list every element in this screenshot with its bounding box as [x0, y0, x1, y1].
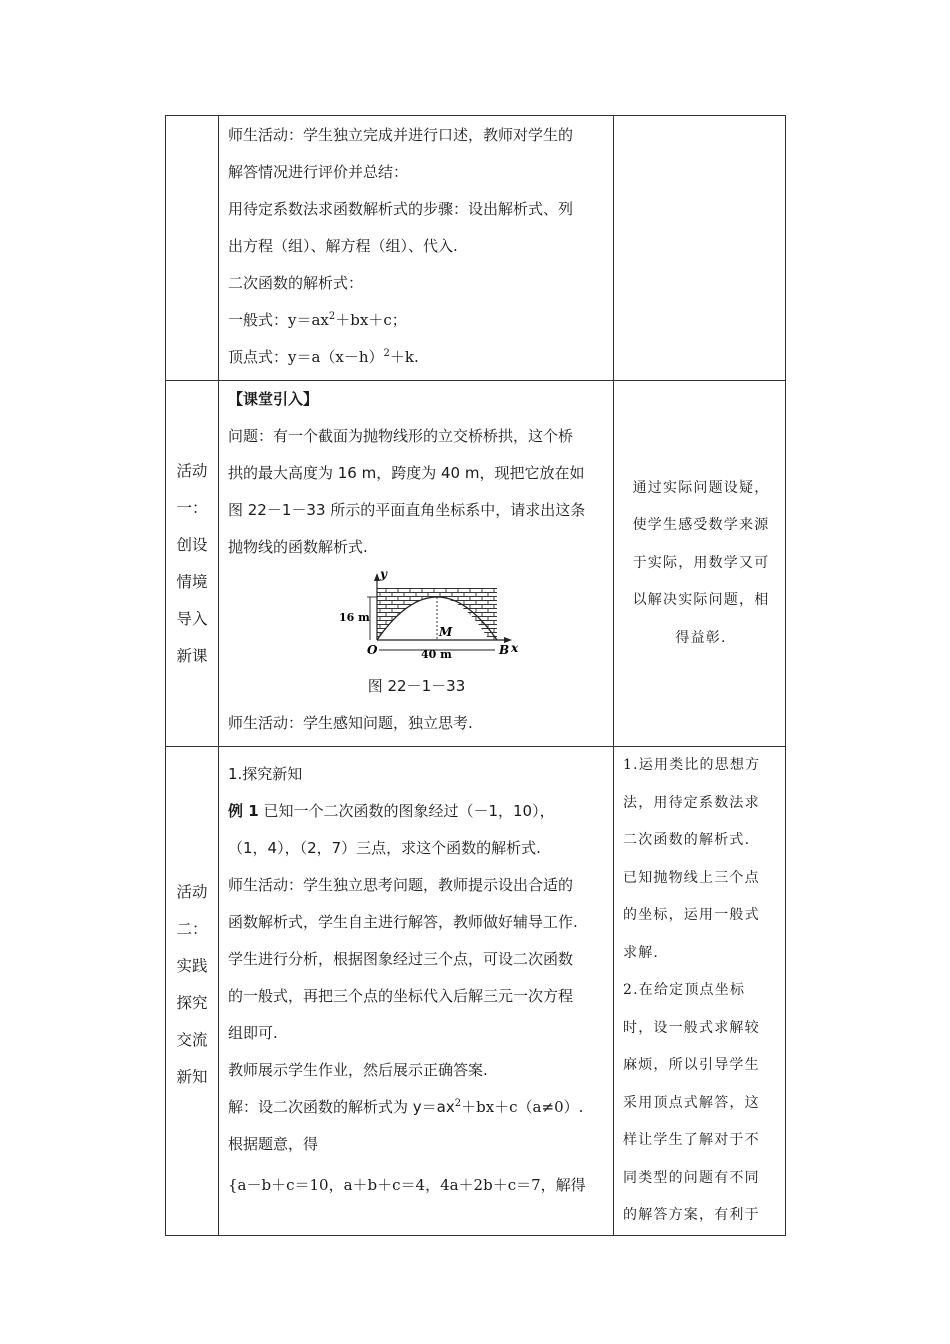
note-line: 已知抛物线上三个点 [623, 869, 760, 886]
origin-label: O [366, 643, 377, 657]
example-line [228, 793, 605, 830]
point-b-label: B [498, 643, 509, 657]
equation-system-line: {a－b＋c＝10，a＋b＋c＝4，4a＋2b＋c＝7，解得 [228, 1176, 586, 1194]
note-line: 1.运用类比的思想方 [623, 757, 761, 773]
activity-line: 学生进行分析，根据图象经过三个点，可设二次函数 [228, 950, 574, 968]
activity-line: 师生活动：学生独立思考问题，教师提示设出合适的 [228, 876, 574, 894]
figure-caption: 图 22－1－33 [367, 677, 466, 695]
x-axis-label: x [510, 641, 518, 655]
point-m-label: M [438, 625, 452, 639]
activity-one-content-cell [219, 381, 614, 747]
example-line: （1，4），（2，7）三点，求这个函数的解析式. [228, 839, 541, 857]
lesson-plan-table [165, 115, 786, 1236]
activity-one-label: 活动一：创设情境导入新课 [176, 461, 208, 665]
note-line: 的解答方案，有利于 [623, 1207, 760, 1223]
note-line: 2.在给定顶点坐标 [623, 982, 746, 998]
note-line: 法，用待定系数法求 [623, 794, 760, 811]
note-line: 时，设一般式求解较 [623, 1019, 760, 1036]
note-line: 得益彰. [675, 629, 727, 646]
height-label: 16 m [338, 611, 370, 624]
activity-line: 教师展示学生作业，然后展示正确答案. [228, 1061, 488, 1079]
activity-two-content-cell [219, 747, 614, 1236]
activity-one-note-cell [614, 381, 786, 747]
general-form-suffix: ＋bx＋c； [335, 311, 407, 329]
note-line: 麻烦，所以引导学生 [623, 1057, 760, 1073]
vertex-form-suffix: ＋k. [389, 348, 419, 366]
example-label: 例 1 [228, 802, 259, 820]
general-form-prefix: 一般式：y＝ax [228, 311, 329, 329]
general-form-exponent: 2 [328, 311, 336, 322]
table-row-summary [166, 116, 786, 381]
vertex-form-line [228, 339, 605, 376]
vertex-form-prefix: 顶点式：y＝a（x－h） [228, 348, 384, 366]
section-heading: 【课堂引入】 [228, 390, 319, 408]
summary-line: 用待定系数法求函数解析式的步骤：设出解析式、列 [228, 200, 574, 218]
note-line: 同类型的问题有不同 [623, 1169, 760, 1186]
note-line: 求解. [623, 944, 660, 961]
vertex-form-exponent: 2 [383, 348, 390, 359]
summary-line: 出方程（组）、解方程（组）、代入. [228, 237, 458, 255]
note-cell-empty [614, 116, 786, 381]
summary-content-cell [219, 116, 614, 381]
activity-two-note-cell [614, 747, 786, 1236]
activity-line: 的一般式，再把三个点的坐标代入后解三元一次方程 [228, 987, 574, 1005]
problem-line: 问题：有一个截面为抛物线形的立交桥桥拱，这个桥 [228, 427, 574, 445]
bridge-arch-figure [228, 568, 605, 668]
problem-line: 拱的最大高度为 16 m，跨度为 40 m，现把它放在如 [228, 464, 585, 482]
note-line: 二次函数的解析式. [623, 832, 751, 848]
note-line: 的坐标，运用一般式 [623, 907, 760, 923]
activity-line: 函数解析式，学生自主进行解答，教师做好辅导工作. [228, 913, 578, 931]
problem-line: 抛物线的函数解析式. [228, 538, 368, 556]
note-line: 以解决实际问题，相 [632, 592, 770, 609]
label-cell-empty [166, 116, 219, 381]
note-line: 使学生感受数学来源 [632, 517, 770, 534]
solution-prefix: 解：设二次函数的解析式为 y＝ax [228, 1098, 455, 1116]
according-line: 根据题意，得 [228, 1135, 319, 1153]
solution-suffix: ＋bx＋c（a≠0）. [461, 1098, 584, 1116]
y-axis-label: y [379, 567, 387, 581]
activity-one-label-cell [166, 381, 219, 747]
table-row-activity-two [166, 747, 786, 1236]
activity-two-label: 活动二：实践探究交流新知 [176, 882, 208, 1086]
summary-line: 解答情况进行评价并总结： [228, 163, 409, 181]
solution-exponent: 2 [454, 1098, 462, 1109]
activity-line: 组即可. [228, 1024, 278, 1042]
bridge-arch-diagram [317, 568, 517, 668]
general-form-line [228, 302, 605, 339]
note-line: 通过实际问题设疑， [632, 479, 770, 496]
activity-two-label-cell [166, 747, 219, 1236]
summary-line: 师生活动：学生独立完成并进行口述，教师对学生的 [228, 126, 574, 144]
section-title: 1.探究新知 [228, 765, 303, 783]
activity-two-note [614, 747, 785, 1235]
table-row-activity-one [166, 381, 786, 747]
note-line: 样让学生了解对于不 [623, 1132, 760, 1148]
summary-line: 二次函数的解析式： [228, 274, 364, 292]
example-text: 已知一个二次函数的图象经过（－1，10）， [258, 802, 555, 820]
note-line: 采用顶点式解答，这 [623, 1094, 760, 1111]
activity-one-note [614, 470, 785, 658]
note-line: 于实际，用数学又可 [632, 554, 770, 571]
problem-line: 图 22－1－33 所示的平面直角坐标系中，请求出这条 [228, 501, 586, 519]
activity-line: 师生活动：学生感知问题，独立思考. [228, 714, 473, 732]
solution-line [228, 1089, 605, 1126]
span-label: 40 m [420, 648, 452, 661]
